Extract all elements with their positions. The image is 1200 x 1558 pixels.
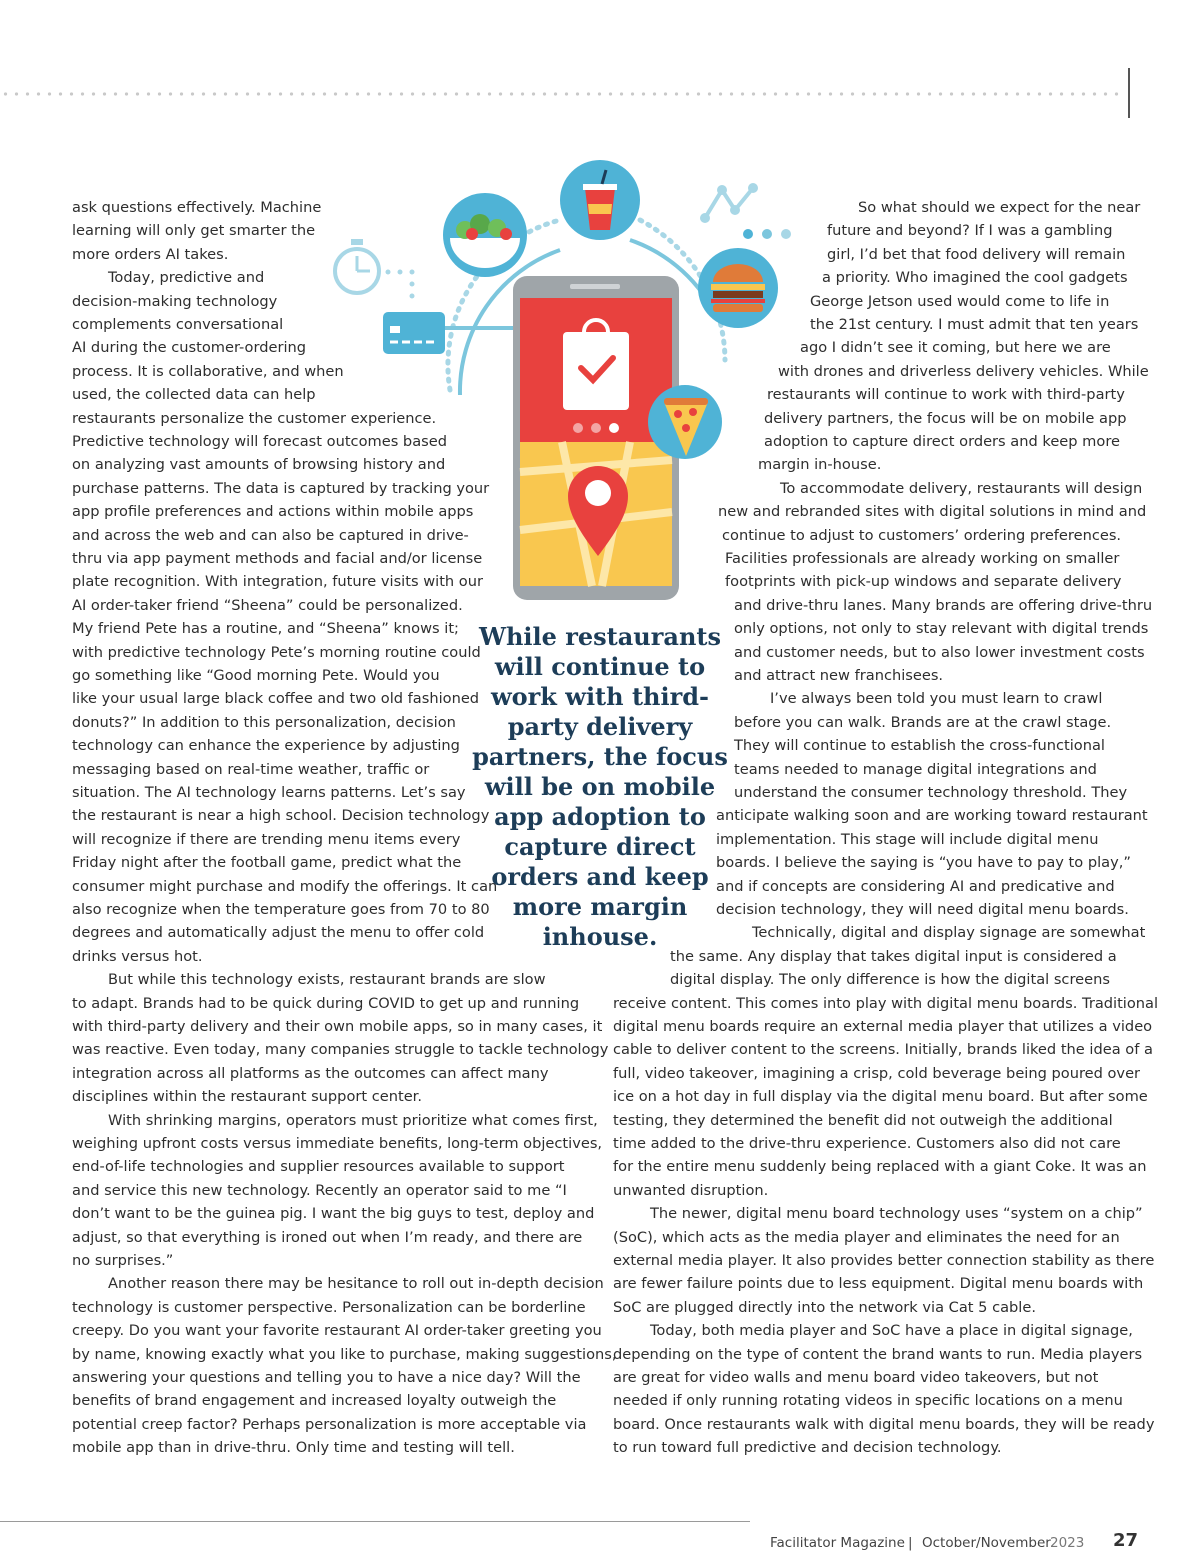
left-column-line: thru via app payment methods and facial and/or license (72, 550, 483, 567)
pull-quote-line: capture direct (504, 832, 696, 861)
right-column-line: new and rebranded sites with digital solutions in mind and (718, 503, 1147, 521)
left-column-line: like your usual large black coffee and two old fashioned (72, 690, 480, 708)
left-column-line: to adapt. Brands had to be quick during COVID to get up and running (72, 994, 580, 1012)
right-column-line: unwanted disruption. (613, 1181, 769, 1199)
right-column-line: anticipate walking soon and are working toward restaurant (716, 807, 1148, 825)
right-column-line: decision technology, they will need digital menu boards. (716, 901, 1129, 918)
pull-quote-line: work with third- (490, 682, 709, 711)
right-column-line: footprints with pick-up windows and separate delivery (725, 573, 1122, 591)
left-column-line: will recognize if there are trending menu items every (72, 830, 461, 848)
right-column-line: cable to deliver content to the screens. Initially, brands liked the idea of a (613, 1041, 1153, 1059)
stopwatch-icon (335, 239, 415, 299)
left-column-line: My friend Pete has a routine, and “Sheena” knows it; (72, 620, 459, 638)
left-column-line: more orders AI takes. (72, 245, 229, 263)
left-column-line: no surprises.” (72, 1252, 174, 1269)
left-column-line: situation. The AI technology learns patterns. Let’s say (72, 784, 466, 801)
left-column-line: used, the collected data can help (72, 386, 316, 404)
left-column-line: mobile app than in drive-thru. Only time and testing will tell. (72, 1439, 515, 1457)
right-column-line: the 21st century. I must admit that ten years (810, 316, 1139, 333)
left-column-line: purchase patterns. The data is captured by tracking your (72, 479, 490, 497)
right-column-line: continue to adjust to customers’ ordering preferences. (722, 526, 1122, 544)
right-column-line: time added to the drive-thru experience. Customers also did not care (613, 1135, 1121, 1152)
right-column-line: delivery partners, the focus will be on mobile app (764, 409, 1127, 427)
header-vertical-bar (1128, 68, 1130, 118)
right-column-line: are fewer failure points due to less equipment. Digital menu boards with (613, 1275, 1144, 1293)
right-column-line: are great for video walls and menu board video takeovers, but not (613, 1369, 1099, 1386)
right-column-line: ago I didn’t see it coming, but here we are (800, 339, 1111, 357)
left-column-line: technology is customer perspective. Personalization can be borderline (72, 1298, 586, 1316)
footer-rule (0, 1521, 750, 1522)
left-column-line: and across the web and can also be captured in drive- (72, 526, 469, 544)
left-column-line: answering your questions and telling you to have a nice day? Will the (72, 1369, 581, 1386)
left-column-line: AI during the customer-ordering (72, 339, 307, 357)
left-column-line: the restaurant is near a high school. Decision technology (72, 807, 490, 825)
page-number: 27 (1113, 1530, 1139, 1551)
right-column-line: understand the consumer technology threshold. They (734, 784, 1128, 801)
left-column-line: go something like “Good morning Pete. Would you (72, 667, 440, 684)
left-column-line: app profile preferences and actions within mobile apps (72, 503, 474, 521)
left-column-line: adjust, so that everything is ironed out when I’m ready, and there are (72, 1228, 583, 1246)
left-column-line: With shrinking margins, operators must prioritize what comes first, (108, 1111, 598, 1129)
left-column-line: restaurants personalize the customer experience. (72, 409, 437, 427)
right-column-line: needed if only running rotating videos in specific locations on a menu (613, 1392, 1123, 1410)
right-column-line: SoC are plugged directly into the network via Cat 5 cable. (613, 1298, 1036, 1316)
pull-quote-line: will continue to (494, 652, 706, 681)
right-column-line: and drive-thru lanes. Many brands are offering drive-thru (734, 596, 1153, 614)
left-column-line: don’t want to be the guinea pig. I want the big guys to test, deploy and (72, 1205, 595, 1223)
mobile-ordering-illustration (330, 160, 810, 610)
pull-quote-line: partners, the focus (472, 742, 728, 771)
right-column-line: To accommodate delivery, restaurants will design (780, 479, 1143, 497)
footer-issue: October/November (922, 1535, 1051, 1551)
left-column-line: benefits of brand engagement and increased loyalty outweigh the (72, 1392, 557, 1410)
left-column-line: Another reason there may be hesitance to roll out in-depth decision (108, 1275, 604, 1293)
right-column-line: So what should we expect for the near (858, 199, 1141, 216)
right-column-line: I’ve always been told you must learn to crawl (770, 690, 1103, 708)
right-column-line: with drones and driverless delivery vehicles. While (778, 362, 1149, 380)
right-column-line: full, video takeover, imagining a crisp, cold beverage being poured over (613, 1064, 1141, 1082)
right-column-line: adoption to capture direct orders and keep more (764, 433, 1120, 450)
right-column-line: and customer needs, but to also lower investment costs (734, 643, 1145, 661)
left-column-line: technology can enhance the experience by adjusting (72, 737, 460, 755)
left-column-line: AI order-taker friend “Sheena” could be personalized. (72, 596, 463, 614)
left-column-line: integration across all platforms as the outcomes can affect many (72, 1064, 549, 1082)
right-column-line: implementation. This stage will include digital menu (716, 830, 1099, 848)
right-column-line: the same. Any display that takes digital input is considered a (670, 947, 1117, 965)
right-column-line: ice on a hot day in full display via the digital menu board. But after some (613, 1088, 1148, 1106)
trend-line-icon (700, 183, 791, 239)
left-column-line: But while this technology exists, restaurant brands are slow (108, 971, 546, 989)
right-column-line: (SoC), which acts as the media player and eliminates the need for an (613, 1228, 1120, 1246)
pull-quote-line: party delivery (507, 712, 693, 741)
left-column-line: ask questions effectively. Machine (72, 199, 322, 216)
left-column-line: consumer might purchase and modify the offerings. It can (72, 877, 498, 895)
soda-cup-icon (560, 160, 640, 240)
right-column-line: Today, both media player and SoC have a place in digital signage, (650, 1322, 1133, 1340)
left-column-line: plate recognition. With integration, future visits with our (72, 573, 483, 591)
left-column-line: complements conversational (72, 316, 284, 333)
left-column-line: Predictive technology will forecast outcomes based (72, 433, 447, 450)
left-column-line: with third-party delivery and their own mobile apps, so in many cases, it (72, 1018, 603, 1035)
left-column-line: Today, predictive and (108, 269, 265, 287)
burger-icon (698, 248, 778, 328)
footer-magazine-name: Facilitator Magazine (770, 1535, 905, 1551)
left-column-line: Friday night after the football game, predict what the (72, 854, 462, 872)
right-column-line: digital menu boards require an external media player that utilizes a video (613, 1018, 1153, 1035)
left-column-line: on analyzing vast amounts of browsing history and (72, 456, 446, 474)
right-column-line: They will continue to establish the cross-functional (734, 737, 1105, 755)
credit-card-icon (383, 312, 515, 354)
footer-year: 2023 (1050, 1535, 1085, 1551)
right-column-line: Technically, digital and display signage are somewhat (752, 924, 1146, 942)
footer-separator: | (908, 1535, 913, 1551)
right-column-line: to run toward full predictive and decision technology. (613, 1439, 1002, 1457)
right-column-line: digital display. The only difference is how the digital screens (670, 971, 1110, 989)
left-column-line: also recognize when the temperature goes from 70 to 80 (72, 901, 490, 918)
right-column-line: before you can walk. Brands are at the crawl stage. (734, 713, 1112, 731)
pizza-slice-icon (648, 385, 722, 459)
left-column-line: by name, knowing exactly what you like to purchase, making suggestions, (72, 1345, 617, 1363)
left-column-line: donuts?” In addition to this personalization, decision (72, 713, 456, 731)
right-column-line: and if concepts are considering AI and predicative and (716, 877, 1115, 895)
pull-quote-line: will be on mobile (484, 772, 716, 801)
pull-quote-line: inhouse. (542, 922, 658, 951)
pull-quote-line: more margin (512, 892, 688, 921)
right-column-line: depending on the type of content the brand wants to run. Media players (613, 1345, 1143, 1363)
left-column-line: end-of-life technologies and supplier resources available to support (72, 1158, 565, 1176)
right-column-line: only options, not only to stay relevant with digital trends (734, 620, 1149, 638)
pull-quote-line: app adoption to (494, 802, 706, 831)
right-column-line: Facilities professionals are already working on smaller (725, 550, 1120, 567)
right-column-line: The newer, digital menu board technology uses “system on a chip” (650, 1205, 1143, 1223)
right-column-line: girl, I’d bet that food delivery will remain (827, 245, 1126, 263)
left-column-line: decision-making technology (72, 292, 278, 310)
left-column-line: and service this new technology. Recently an operator said to me “I (72, 1181, 567, 1199)
right-column-line: boards. I believe the saying is “you have to pay to play,” (716, 854, 1131, 872)
left-column-line: potential creep factor? Perhaps personalization is more acceptable via (72, 1415, 587, 1433)
right-column-line: George Jetson used would come to life in (810, 292, 1110, 310)
right-column-line: receive content. This comes into play with digital menu boards. Traditional (613, 994, 1159, 1012)
left-column-line: creepy. Do you want your favorite restaurant AI order-taker greeting you (72, 1322, 602, 1340)
right-column-line: for the entire menu suddenly being replaced with a giant Coke. It was an (613, 1158, 1147, 1176)
left-column-line: learning will only get smarter the (72, 222, 316, 240)
right-column-line: a priority. Who imagined the cool gadgets (822, 269, 1128, 287)
salad-bowl-icon (443, 193, 527, 277)
left-column-line: weighing upfront costs versus immediate benefits, long-term objectives, (72, 1135, 603, 1152)
right-column-line: and attract new franchisees. (734, 667, 944, 684)
left-column-line: with predictive technology Pete’s morning routine could (72, 643, 481, 661)
pull-quote-line: While restaurants (478, 622, 721, 651)
right-column-line: teams needed to manage digital integrations and (734, 760, 1097, 778)
dotted-header-rule (0, 92, 1120, 96)
left-column-line: disciplines within the restaurant support center. (72, 1088, 422, 1106)
right-column-line: future and beyond? If I was a gambling (827, 222, 1113, 240)
right-column-line: board. Once restaurants walk with digital menu boards, they will be ready (613, 1415, 1155, 1433)
right-column-line: external media player. It also provides better connection stability as there (613, 1252, 1155, 1269)
left-column-line: messaging based on real-time weather, traffic or (72, 760, 430, 778)
right-column-line: testing, they determined the benefit did not outweigh the additional (613, 1111, 1113, 1129)
left-column-line: degrees and automatically adjust the menu to offer cold (72, 924, 485, 942)
pull-quote-line: orders and keep (491, 862, 709, 891)
left-column-line: drinks versus hot. (72, 947, 203, 965)
right-column-line: restaurants will continue to work with third-party (767, 386, 1125, 404)
left-column-line: was reactive. Even today, many companies struggle to tackle technology (72, 1041, 609, 1059)
left-column-line: process. It is collaborative, and when (72, 362, 344, 380)
right-column-line: margin in-house. (758, 456, 882, 474)
